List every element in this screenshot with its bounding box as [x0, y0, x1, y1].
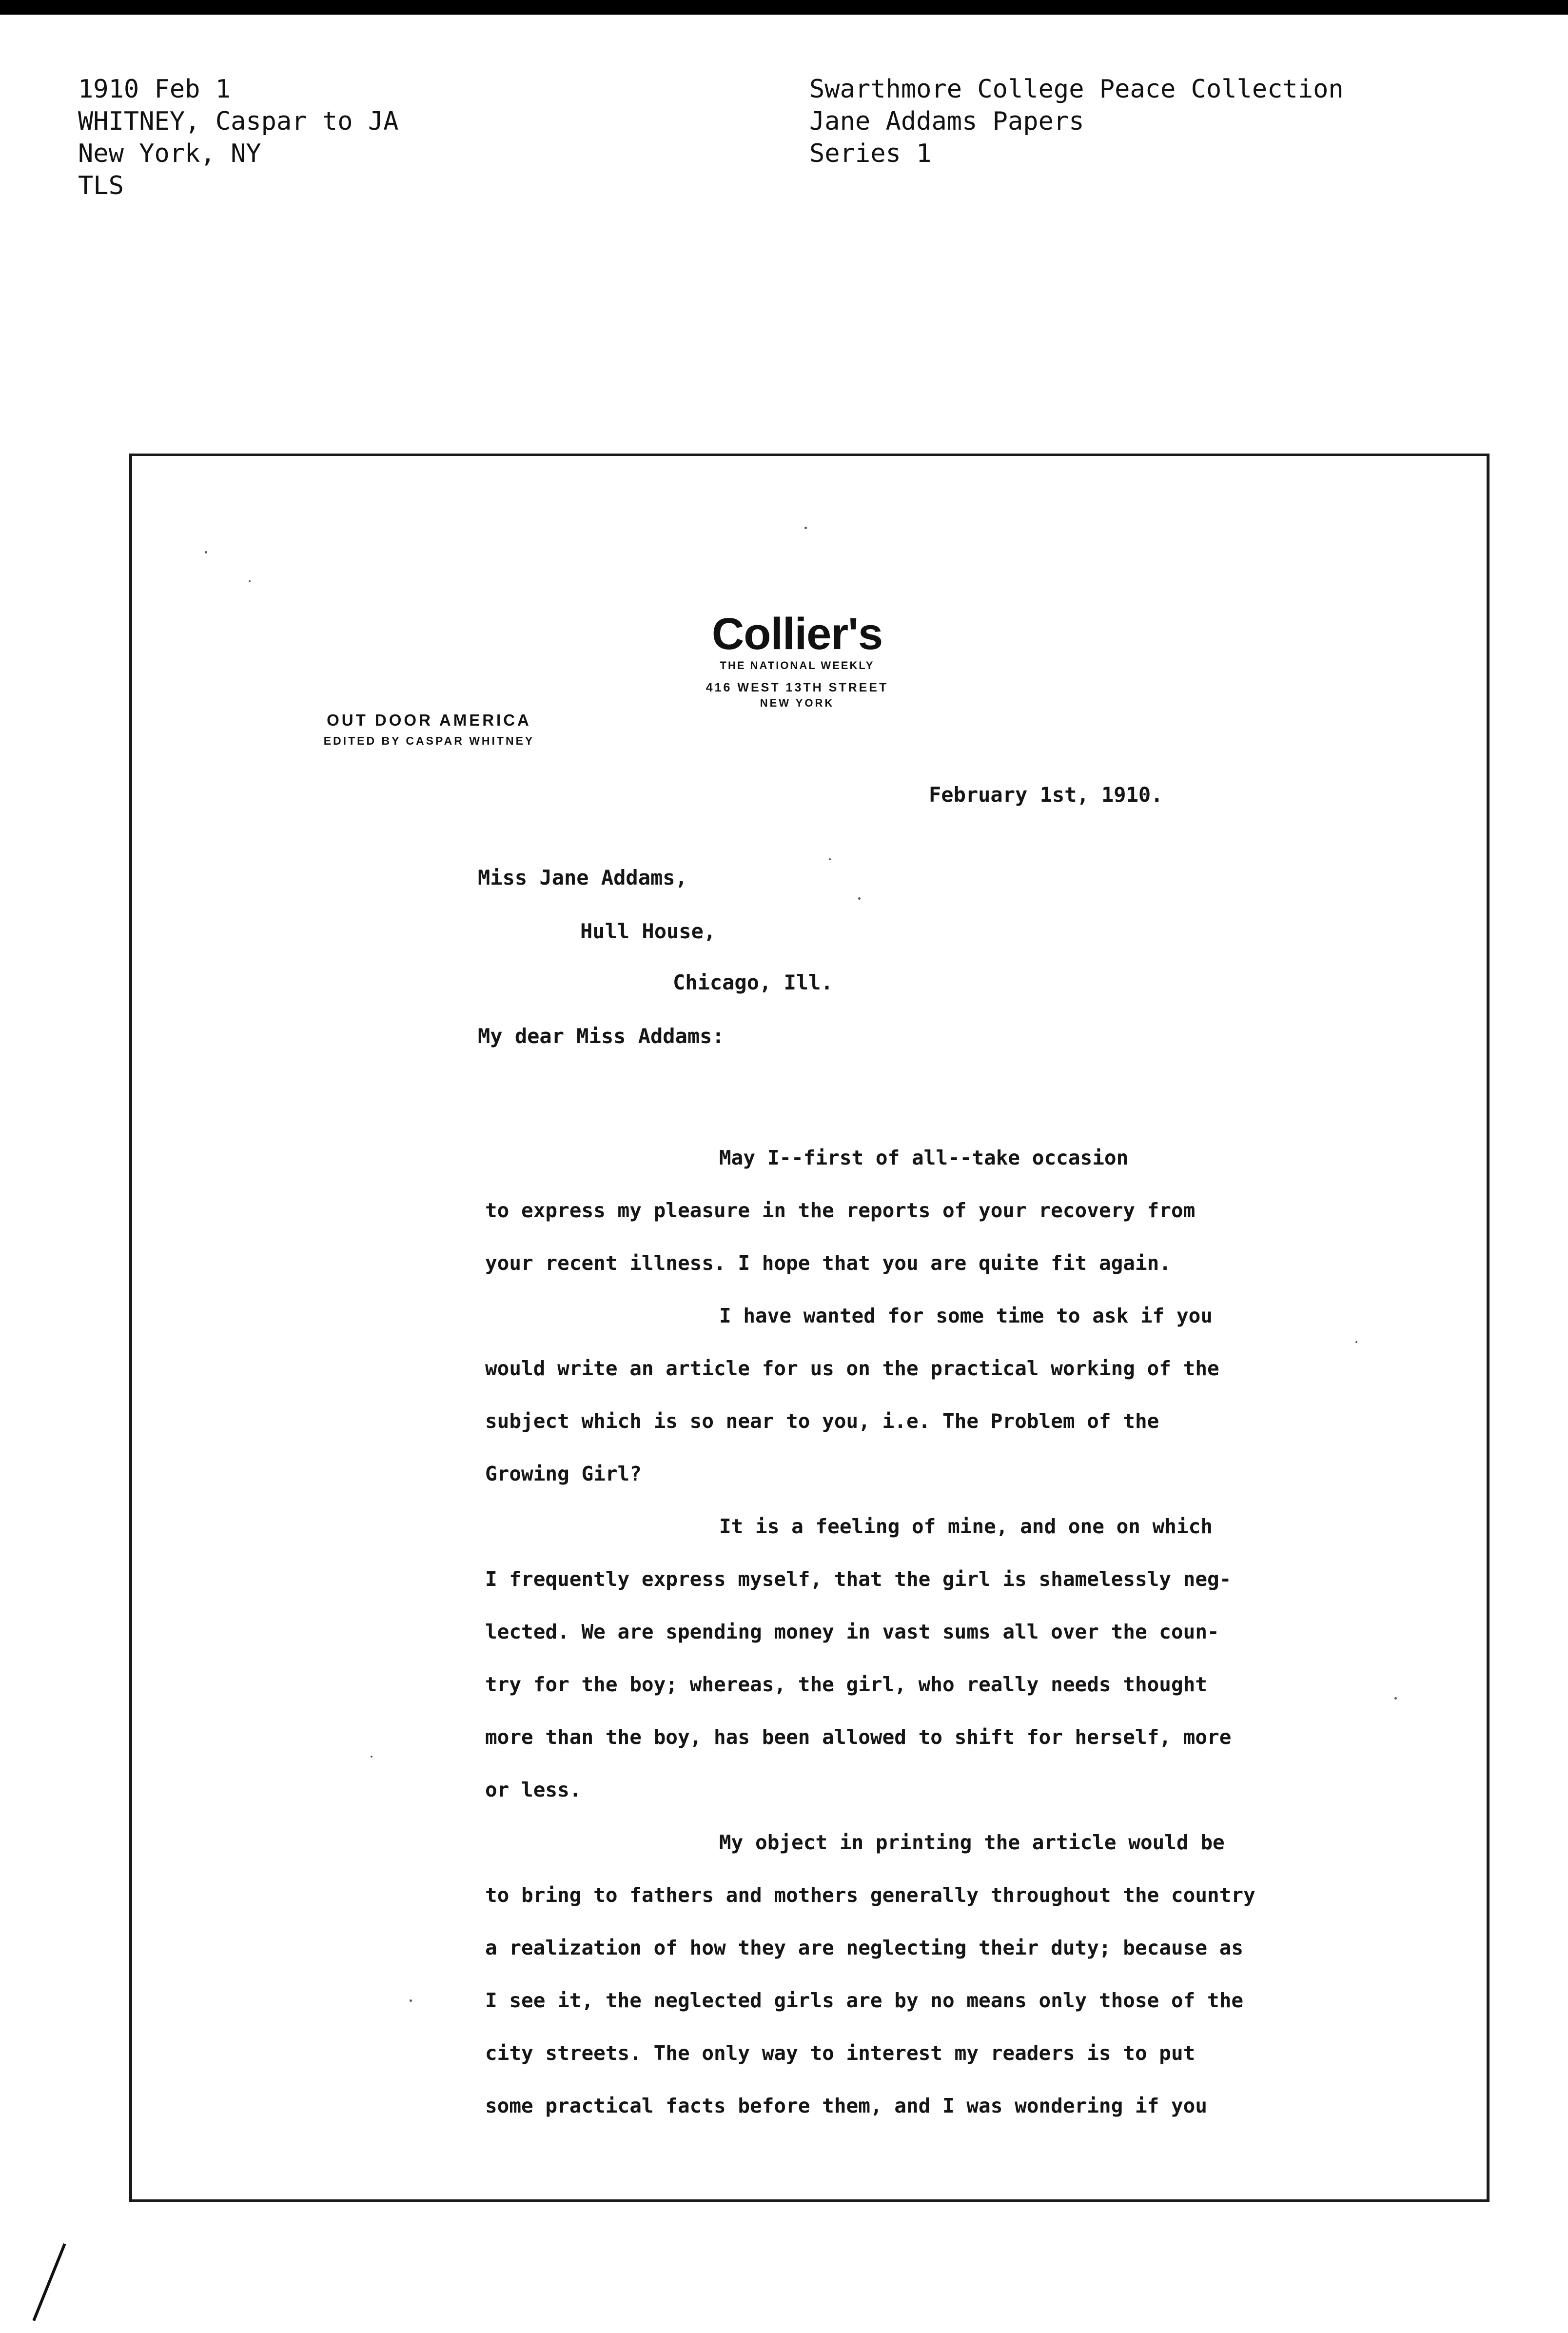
department-name: OUT DOOR AMERICA	[327, 711, 531, 729]
scan-corner-mark	[32, 2243, 66, 2321]
body-line: or less.	[485, 1778, 582, 1801]
scan-speckle	[1394, 1697, 1397, 1700]
body-line: I frequently express myself, that the girl is shamelessly neg-	[485, 1567, 1232, 1591]
archive-metadata-right	[809, 73, 1344, 170]
scan-speckle	[410, 1999, 412, 2002]
scan-speckle	[249, 580, 251, 582]
publication-name: Collier's	[711, 609, 883, 659]
body-line: My object in printing the article would be	[719, 1831, 1225, 1854]
scan-speckle	[1355, 1341, 1357, 1343]
body-line: your recent illness. I hope that you are quite fit again.	[485, 1251, 1171, 1275]
department-editor: EDITED BY CASPAR WHITNEY	[323, 734, 535, 747]
scan-speckle	[205, 551, 207, 554]
salutation: My dear Miss Addams:	[478, 1024, 725, 1048]
archive-date: 1910 Feb 1	[78, 75, 231, 104]
body-line: I have wanted for some time to ask if you	[719, 1304, 1213, 1327]
colliers-letterhead-logo	[702, 610, 892, 710]
publication-address: 416 WEST 13TH STREET	[706, 681, 889, 694]
body-line: some practical facts before them, and I was wondering if you	[485, 2094, 1208, 2117]
body-line: to express my pleasure in the reports of your recovery from	[485, 1199, 1196, 1222]
top-black-border	[0, 0, 1568, 15]
recipient-name: Miss Jane Addams,	[478, 866, 687, 890]
scan-speckle	[858, 897, 861, 900]
body-line: May I--first of all--take occasion	[719, 1146, 1129, 1169]
scan-speckle	[829, 858, 831, 860]
department-heading	[297, 711, 561, 748]
body-line: I see it, the neglected girls are by no means only those of the	[485, 1989, 1244, 2012]
body-line: to bring to fathers and mothers generally throughout the country	[485, 1883, 1255, 1907]
publication-tagline: THE NATIONAL WEEKLY	[720, 659, 875, 672]
archive-series: Series 1	[809, 139, 932, 168]
body-line: a realization of how they are neglecting their duty; because as	[485, 1936, 1244, 1959]
archive-correspondents: WHITNEY, Caspar to JA	[78, 107, 399, 136]
body-line: would write an article for us on the practical working of the	[485, 1357, 1219, 1380]
body-line: more than the boy, has been allowed to shift for herself, more	[485, 1725, 1232, 1749]
body-line: It is a feeling of mine, and one on which	[719, 1515, 1213, 1538]
body-line: Growing Girl?	[485, 1462, 642, 1485]
body-line: city streets. The only way to interest my readers is to put	[485, 2041, 1196, 2065]
scan-speckle	[371, 1756, 372, 1758]
archive-place: New York, NY	[78, 139, 261, 168]
archive-collection: Swarthmore College Peace Collection	[809, 75, 1344, 104]
archive-papers: Jane Addams Papers	[809, 107, 1084, 136]
letter-body	[485, 1131, 1324, 2132]
letter-date: February 1st, 1910.	[929, 783, 1163, 807]
scan-speckle	[804, 527, 807, 529]
body-line: subject which is so near to you, i.e. The Problem of the	[485, 1409, 1159, 1433]
body-line: lected. We are spending money in vast sums all over the coun-	[485, 1620, 1219, 1643]
recipient-address-line1: Hull House,	[580, 919, 716, 943]
publication-city: NEW YORK	[760, 697, 835, 709]
archive-metadata-left	[78, 73, 398, 202]
archive-doc-type: TLS	[78, 171, 124, 200]
body-line: try for the boy; whereas, the girl, who really needs thought	[485, 1673, 1208, 1696]
recipient-address-line2: Chicago, Ill.	[673, 970, 833, 994]
